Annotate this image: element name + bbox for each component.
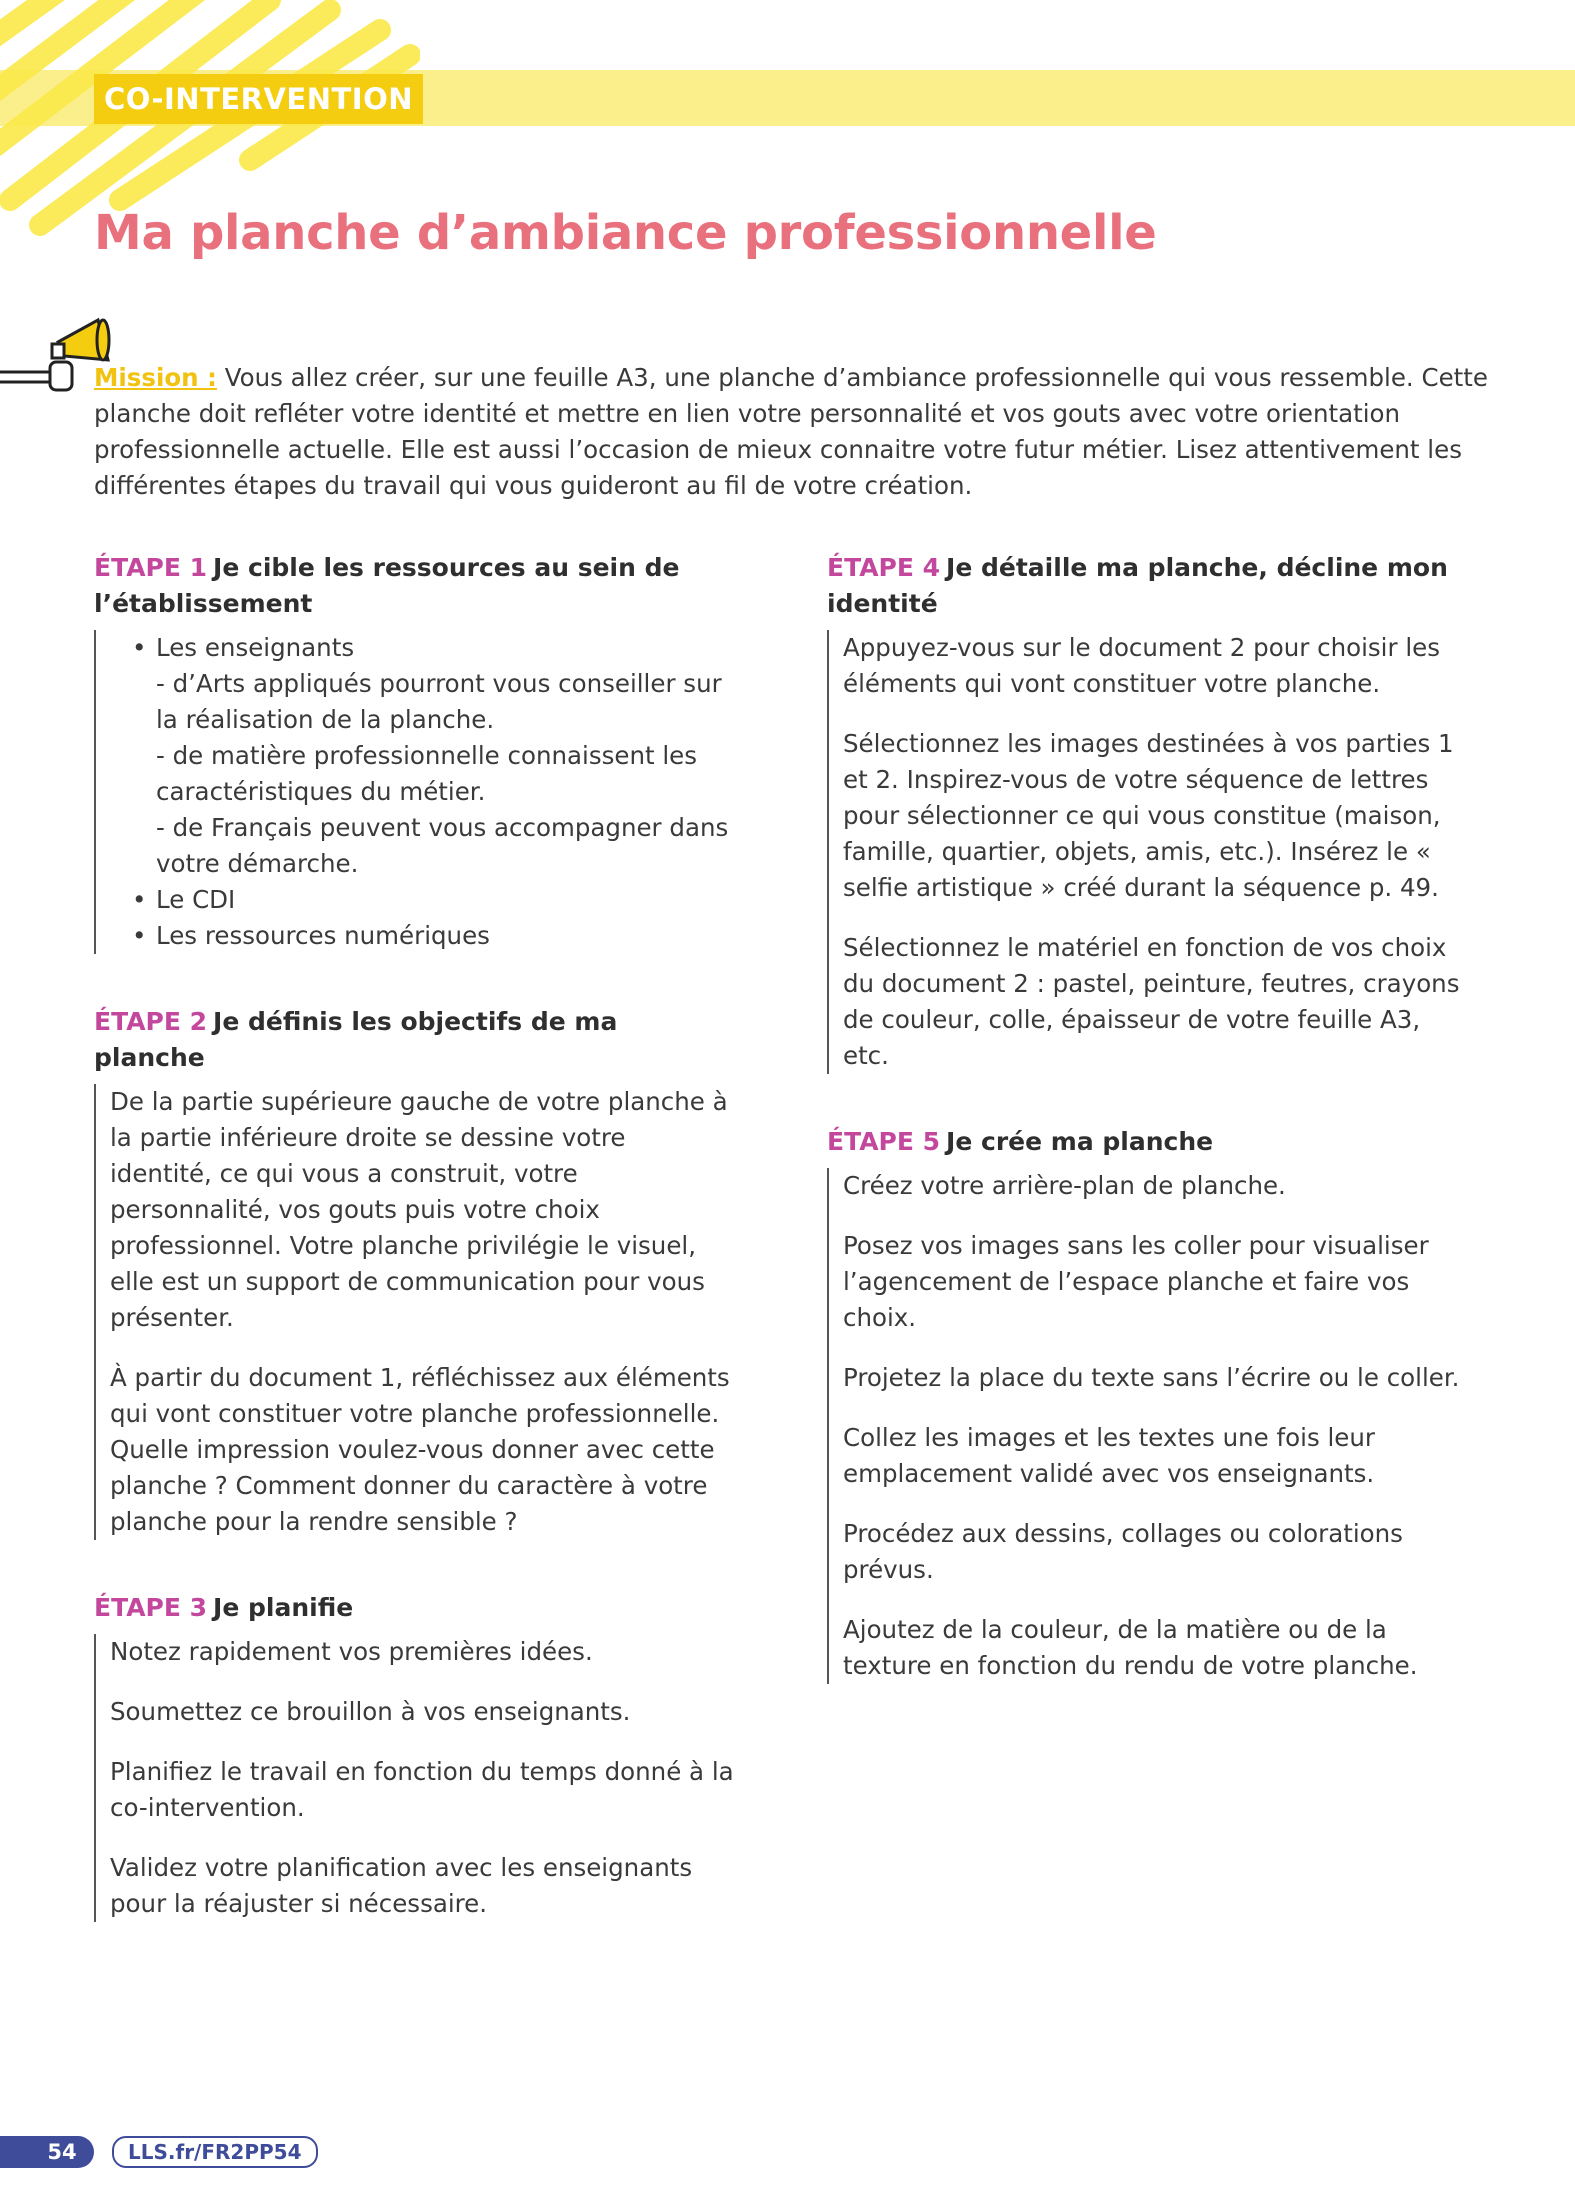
step-5-heading xyxy=(827,1124,1467,1160)
step-4-number: ÉTAPE 4 xyxy=(827,553,941,582)
list-item: • Le CDI xyxy=(132,882,734,918)
sub-item: - de Français peuvent vous accompagner dans votre démarche. xyxy=(156,813,729,878)
paragraph: Sélectionnez le matériel en fonction de vos choix du document 2 : pastel, peinture, feutres, crayons de couleur, colle, épaisseur de votre feuille A3, etc. xyxy=(843,933,1460,1070)
paragraph: De la partie supérieure gauche de votre planche à la partie inférieure droite se dessine votre identité, ce qui vous a construit, votre personnalité, vos gouts puis votre choix professionnel. Votre planche privilégie le visuel, elle est un support de communication pour vous présenter. xyxy=(110,1087,728,1332)
paragraph: Créez votre arrière-plan de planche. xyxy=(843,1171,1286,1200)
step-2-title: Je définis les objectifs de ma planche xyxy=(94,1007,618,1072)
step-4-title: Je détaille ma planche, décline mon identité xyxy=(827,553,1448,618)
paragraph: Appuyez-vous sur le document 2 pour choisir les éléments qui vont constituer votre planche. xyxy=(843,633,1440,698)
step-1-number: ÉTAPE 1 xyxy=(94,553,208,582)
sub-item: - d’Arts appliqués pourront vous conseiller sur la réalisation de la planche. xyxy=(156,669,722,734)
step-5-title: Je crée ma planche xyxy=(946,1127,1214,1156)
mission-paragraph xyxy=(94,360,1514,504)
mission-label: Mission : xyxy=(94,363,217,392)
paragraph: Ajoutez de la couleur, de la matière ou de la texture en fonction du rendu de votre planche. xyxy=(843,1615,1418,1680)
page-number: 54 xyxy=(0,2136,94,2168)
step-2-body xyxy=(94,1084,734,1540)
paragraph: Validez votre planification avec les enseignants pour la réajuster si nécessaire. xyxy=(110,1853,693,1918)
resource-link[interactable]: LLS.fr/FR2PP54 xyxy=(112,2136,318,2168)
step-2-number: ÉTAPE 2 xyxy=(94,1007,208,1036)
list-item xyxy=(132,630,734,882)
left-column xyxy=(94,550,734,1922)
section-tag: CO-INTERVENTION xyxy=(94,74,423,124)
step-3-number: ÉTAPE 3 xyxy=(94,1593,208,1622)
step-4-heading xyxy=(827,550,1467,622)
step-5 xyxy=(827,1124,1467,1684)
step-1 xyxy=(94,550,734,954)
step-2 xyxy=(94,1004,734,1540)
list-item-label: • Les enseignants xyxy=(156,633,355,662)
step-1-heading xyxy=(94,550,734,622)
step-5-number: ÉTAPE 5 xyxy=(827,1127,941,1156)
paragraph: Posez vos images sans les coller pour visualiser l’agencement de l’espace planche et faire vos choix. xyxy=(843,1231,1429,1332)
step-1-body xyxy=(94,630,734,954)
right-column xyxy=(827,550,1467,1684)
paragraph: À partir du document 1, réfléchissez aux éléments qui vont constituer votre planche professionnelle. Quelle impression voulez-vous donner avec cette planche ? Comment donner du caractère à votre planche pour la rendre sensible ? xyxy=(110,1363,730,1536)
step-1-title: Je cible les ressources au sein de l’établissement xyxy=(94,553,680,618)
step-3 xyxy=(94,1590,734,1922)
paragraph: Procédez aux dessins, collages ou colorations prévus. xyxy=(843,1519,1403,1584)
paragraph: Collez les images et les textes une fois leur emplacement validé avec vos enseignants. xyxy=(843,1423,1375,1488)
list-item: • Les ressources numériques xyxy=(132,918,734,954)
step-5-body xyxy=(827,1168,1467,1684)
sub-item: - de matière professionnelle connaissent les caractéristiques du métier. xyxy=(156,741,698,806)
page-title: Ma planche d’ambiance professionnelle xyxy=(94,205,1157,261)
step-4-body xyxy=(827,630,1467,1074)
step-4 xyxy=(827,550,1467,1074)
step-3-title: Je planifie xyxy=(213,1593,354,1622)
paragraph: Notez rapidement vos premières idées. xyxy=(110,1637,593,1666)
paragraph: Soumettez ce brouillon à vos enseignants. xyxy=(110,1697,631,1726)
step-3-body xyxy=(94,1634,734,1922)
resource-list xyxy=(110,630,734,954)
paragraph: Projetez la place du texte sans l’écrire ou le coller. xyxy=(843,1363,1460,1392)
step-3-heading xyxy=(94,1590,734,1626)
mission-text: Vous allez créer, sur une feuille A3, une planche d’ambiance professionnelle qui vous ressemble. Cette planche doit refléter votre identité et mettre en lien votre personnalité et vos gouts avec votre orientation professionnelle actuelle. Elle est aussi l’occasion de mieux connaitre votre futur métier. Lisez attentivement les différentes étapes du travail qui vous guideront au fil de votre création. xyxy=(94,363,1488,500)
paragraph: Planifiez le travail en fonction du temps donné à la co-intervention. xyxy=(110,1757,734,1822)
paragraph: Sélectionnez les images destinées à vos parties 1 et 2. Inspirez-vous de votre séquence de lettres pour sélectionner ce qui vous constitue (maison, famille, quartier, objets, amis, etc.). Insérez le « selfie artistique » créé durant la séquence p. 49. xyxy=(843,729,1454,902)
step-2-heading xyxy=(94,1004,734,1076)
